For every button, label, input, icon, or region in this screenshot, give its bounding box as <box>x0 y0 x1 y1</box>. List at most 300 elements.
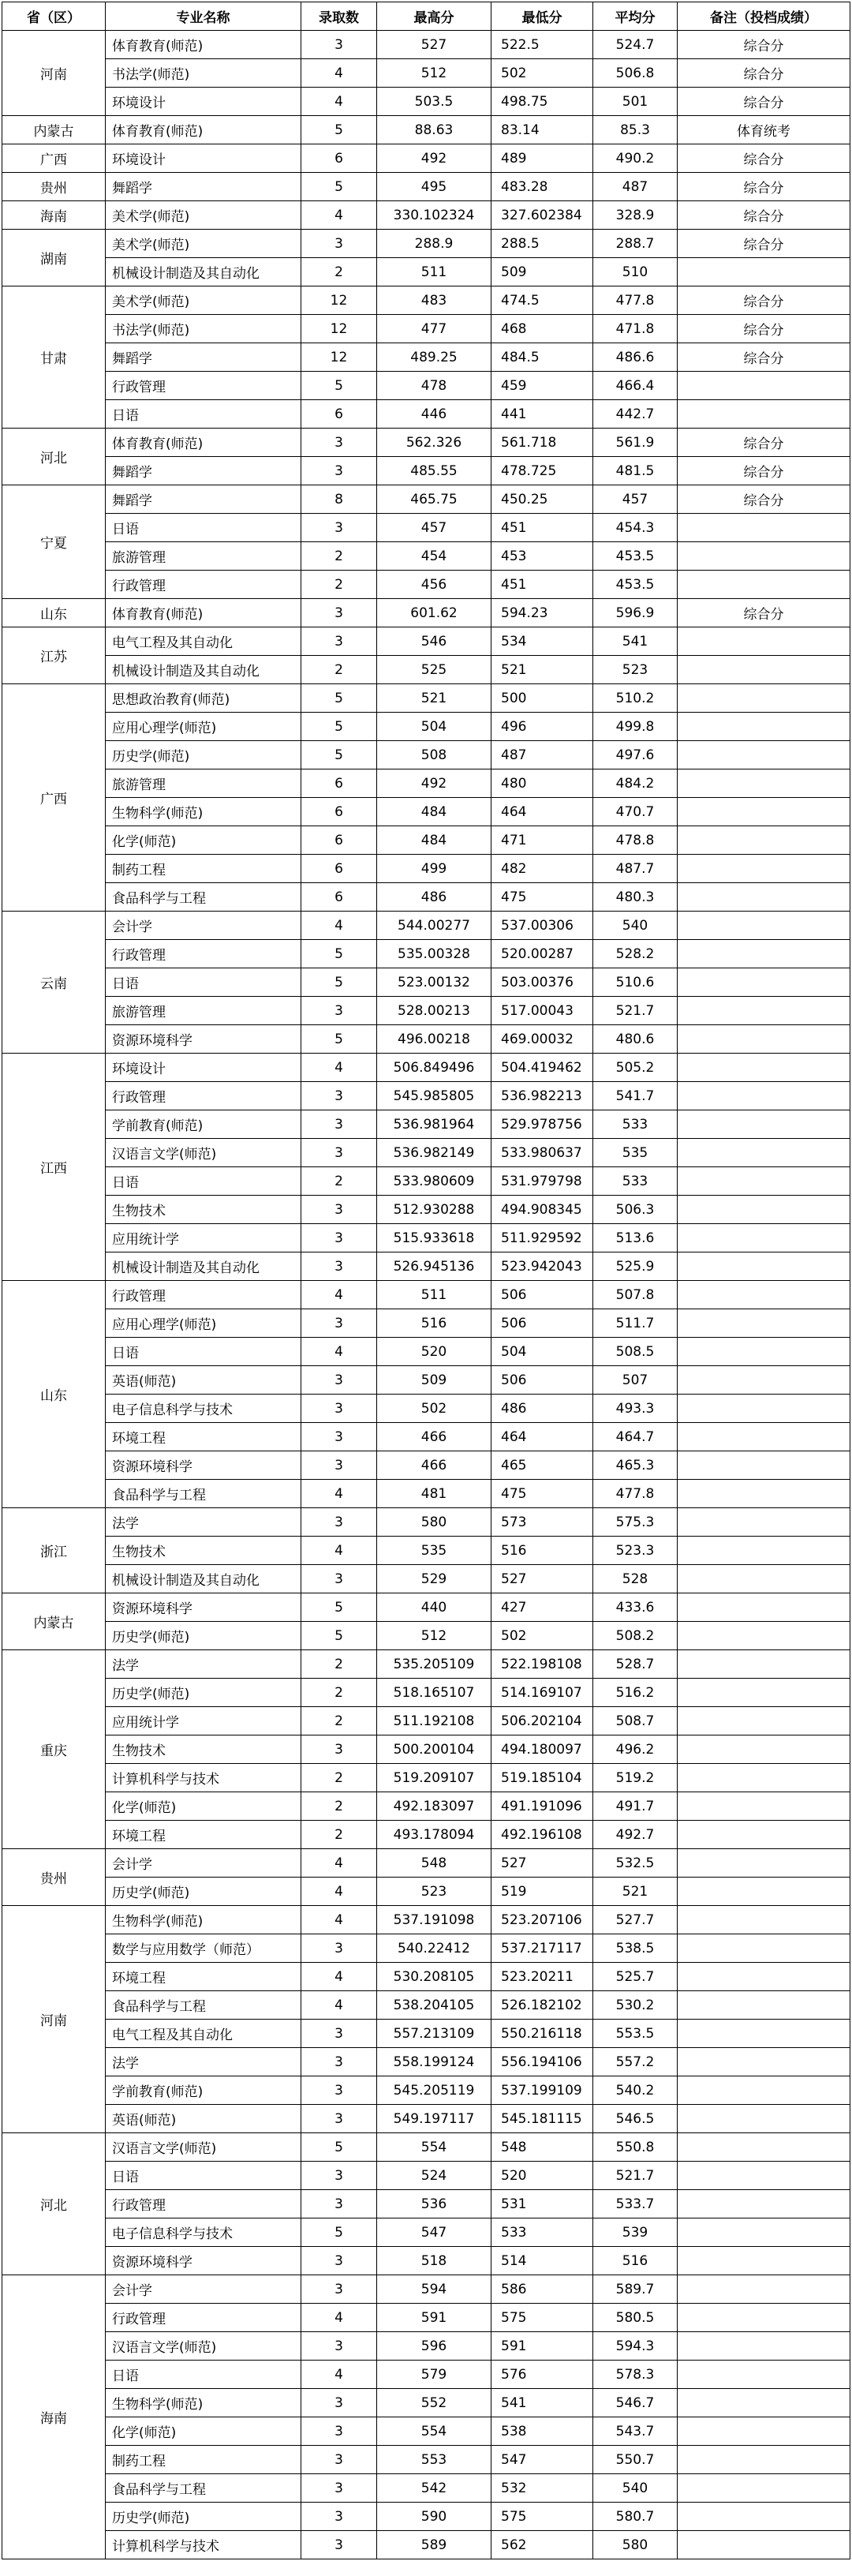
note-cell <box>678 1934 850 1963</box>
avg-score-cell: 507 <box>593 1366 678 1395</box>
count-cell: 2 <box>301 542 377 571</box>
note-cell <box>678 1451 850 1480</box>
avg-score-cell: 516.2 <box>593 1679 678 1707</box>
max-score-cell: 503.5 <box>377 88 491 116</box>
major-cell: 历史学(师范) <box>106 1622 301 1650</box>
min-score-cell: 526.182102 <box>491 1991 593 2020</box>
major-cell: 法学 <box>106 1508 301 1537</box>
min-score-cell: 483.28 <box>491 173 593 201</box>
avg-score-cell: 484.2 <box>593 769 678 798</box>
count-cell: 2 <box>301 258 377 286</box>
avg-score-cell: 508.2 <box>593 1622 678 1650</box>
count-cell: 3 <box>301 2247 377 2275</box>
count-cell: 4 <box>301 1991 377 2020</box>
major-cell: 会计学 <box>106 912 301 940</box>
table-row <box>2 826 850 855</box>
major-cell: 日语 <box>106 400 301 429</box>
major-cell: 化学(师范) <box>106 2417 301 2446</box>
note-cell <box>678 2389 850 2417</box>
min-score-cell: 514.169107 <box>491 1679 593 1707</box>
max-score-cell: 512 <box>377 59 491 88</box>
table-row <box>2 2076 850 2105</box>
avg-score-cell: 541.7 <box>593 1082 678 1110</box>
min-score-cell: 533 <box>491 2218 593 2247</box>
max-score-cell: 466 <box>377 1423 491 1451</box>
max-score-cell: 484 <box>377 798 491 826</box>
header-row <box>2 2 850 31</box>
table-row <box>2 144 850 173</box>
count-cell: 3 <box>301 2020 377 2048</box>
count-cell: 5 <box>301 1622 377 1650</box>
count-cell: 3 <box>301 514 377 542</box>
count-cell: 12 <box>301 286 377 315</box>
note-cell <box>678 2076 850 2105</box>
note-cell <box>678 741 850 769</box>
major-cell: 汉语言文学(师范) <box>106 2133 301 2162</box>
table-row <box>2 372 850 400</box>
avg-score-cell: 580 <box>593 2531 678 2559</box>
min-score-cell: 537.00306 <box>491 912 593 940</box>
table-row <box>2 1082 850 1110</box>
count-cell: 4 <box>301 1054 377 1082</box>
max-score-cell: 520 <box>377 1338 491 1366</box>
note-cell <box>678 1878 850 1906</box>
note-cell <box>678 1025 850 1054</box>
max-score-cell: 518 <box>377 2247 491 2275</box>
max-score-cell: 589 <box>377 2531 491 2559</box>
major-cell: 思想政治教育(师范) <box>106 684 301 713</box>
avg-score-cell: 480.6 <box>593 1025 678 1054</box>
note-cell <box>678 1082 850 1110</box>
note-cell <box>678 2503 850 2531</box>
min-score-cell: 531.979798 <box>491 1167 593 1196</box>
table-row <box>2 514 850 542</box>
min-score-cell: 527 <box>491 1849 593 1878</box>
table-row <box>2 1565 850 1593</box>
table-row <box>2 2190 850 2218</box>
table-row <box>2 1821 850 1849</box>
note-cell: 综合分 <box>678 485 850 514</box>
province-cell: 山东 <box>2 1281 106 1508</box>
min-score-cell: 427 <box>491 1593 593 1622</box>
major-cell: 美术学(师范) <box>106 286 301 315</box>
max-score-cell: 511.192108 <box>377 1707 491 1735</box>
max-score-cell: 540.22412 <box>377 1934 491 1963</box>
province-cell: 河南 <box>2 31 106 116</box>
count-cell: 5 <box>301 372 377 400</box>
max-score-cell: 542 <box>377 2474 491 2503</box>
major-cell: 应用统计学 <box>106 1224 301 1252</box>
min-score-cell: 474.5 <box>491 286 593 315</box>
avg-score-cell: 499.8 <box>593 713 678 741</box>
min-score-cell: 550.216118 <box>491 2020 593 2048</box>
note-cell: 综合分 <box>678 173 850 201</box>
table-row <box>2 1792 850 1821</box>
table-row <box>2 855 850 883</box>
major-cell: 应用心理学(师范) <box>106 713 301 741</box>
avg-score-cell: 523 <box>593 656 678 684</box>
major-cell: 电气工程及其自动化 <box>106 2020 301 2048</box>
avg-score-cell: 513.6 <box>593 1224 678 1252</box>
max-score-cell: 511 <box>377 258 491 286</box>
max-score-cell: 499 <box>377 855 491 883</box>
major-cell: 化学(师范) <box>106 1792 301 1821</box>
min-score-cell: 480 <box>491 769 593 798</box>
max-score-cell: 554 <box>377 2133 491 2162</box>
max-score-cell: 492 <box>377 769 491 798</box>
avg-score-cell: 505.2 <box>593 1054 678 1082</box>
note-cell: 综合分 <box>678 315 850 343</box>
min-score-cell: 469.00032 <box>491 1025 593 1054</box>
note-cell <box>678 855 850 883</box>
min-score-cell: 506 <box>491 1281 593 1309</box>
min-score-cell: 471 <box>491 826 593 855</box>
avg-score-cell: 453.5 <box>593 571 678 599</box>
count-cell: 4 <box>301 1906 377 1934</box>
count-cell: 3 <box>301 599 377 627</box>
avg-score-cell: 528.2 <box>593 940 678 968</box>
note-cell <box>678 1395 850 1423</box>
major-cell: 汉语言文学(师范) <box>106 1139 301 1167</box>
table-row <box>2 1252 850 1281</box>
table-row <box>2 258 850 286</box>
header-count: 录取数 <box>301 2 377 31</box>
avg-score-cell: 519.2 <box>593 1764 678 1792</box>
note-cell <box>678 1849 850 1878</box>
max-score-cell: 537.191098 <box>377 1906 491 1934</box>
table-row <box>2 1906 850 1934</box>
min-score-cell: 492.196108 <box>491 1821 593 1849</box>
note-cell <box>678 1508 850 1537</box>
note-cell <box>678 769 850 798</box>
table-row <box>2 968 850 997</box>
avg-score-cell: 477.8 <box>593 286 678 315</box>
major-cell: 汉语言文学(师范) <box>106 2332 301 2361</box>
table-row <box>2 400 850 429</box>
table-row <box>2 656 850 684</box>
note-cell <box>678 1110 850 1139</box>
major-cell: 环境工程 <box>106 1423 301 1451</box>
max-score-cell: 545.985805 <box>377 1082 491 1110</box>
avg-score-cell: 471.8 <box>593 315 678 343</box>
note-cell <box>678 1196 850 1224</box>
table-row <box>2 1366 850 1395</box>
count-cell: 3 <box>301 429 377 457</box>
table-row <box>2 2247 850 2275</box>
avg-score-cell: 589.7 <box>593 2275 678 2304</box>
count-cell: 5 <box>301 116 377 144</box>
count-cell: 6 <box>301 798 377 826</box>
count-cell: 8 <box>301 485 377 514</box>
table-row <box>2 2218 850 2247</box>
province-cell: 河北 <box>2 429 106 485</box>
avg-score-cell: 453.5 <box>593 542 678 571</box>
major-cell: 学前教育(师范) <box>106 1110 301 1139</box>
table-row <box>2 286 850 315</box>
note-cell <box>678 713 850 741</box>
major-cell: 计算机科学与技术 <box>106 1764 301 1792</box>
note-cell <box>678 1821 850 1849</box>
min-score-cell: 548 <box>491 2133 593 2162</box>
avg-score-cell: 486.6 <box>593 343 678 372</box>
min-score-cell: 450.25 <box>491 485 593 514</box>
note-cell <box>678 372 850 400</box>
avg-score-cell: 457 <box>593 485 678 514</box>
major-cell: 旅游管理 <box>106 997 301 1025</box>
major-cell: 机械设计制造及其自动化 <box>106 1565 301 1593</box>
major-cell: 舞蹈学 <box>106 343 301 372</box>
min-score-cell: 486 <box>491 1395 593 1423</box>
major-cell: 日语 <box>106 2162 301 2190</box>
avg-score-cell: 507.8 <box>593 1281 678 1309</box>
major-cell: 体育教育(师范) <box>106 429 301 457</box>
note-cell <box>678 2133 850 2162</box>
min-score-cell: 556.194106 <box>491 2048 593 2076</box>
max-score-cell: 478 <box>377 372 491 400</box>
count-cell: 3 <box>301 1196 377 1224</box>
province-cell: 云南 <box>2 912 106 1054</box>
avg-score-cell: 580.5 <box>593 2304 678 2332</box>
major-cell: 会计学 <box>106 2275 301 2304</box>
avg-score-cell: 506.8 <box>593 59 678 88</box>
max-score-cell: 545.205119 <box>377 2076 491 2105</box>
province-cell: 贵州 <box>2 173 106 201</box>
table-row <box>2 2275 850 2304</box>
min-score-cell: 475 <box>491 883 593 912</box>
count-cell: 6 <box>301 769 377 798</box>
count-cell: 3 <box>301 2162 377 2190</box>
note-cell <box>678 627 850 656</box>
avg-score-cell: 523.3 <box>593 1537 678 1565</box>
major-cell: 法学 <box>106 1650 301 1679</box>
count-cell: 4 <box>301 59 377 88</box>
table-row <box>2 1735 850 1764</box>
max-score-cell: 493.178094 <box>377 1821 491 1849</box>
max-score-cell: 524 <box>377 2162 491 2190</box>
note-cell: 综合分 <box>678 144 850 173</box>
province-cell: 河南 <box>2 1906 106 2133</box>
province-cell: 湖南 <box>2 230 106 286</box>
count-cell: 3 <box>301 31 377 59</box>
max-score-cell: 527 <box>377 31 491 59</box>
avg-score-cell: 511.7 <box>593 1309 678 1338</box>
table-row <box>2 2304 850 2332</box>
max-score-cell: 533.980609 <box>377 1167 491 1196</box>
count-cell: 3 <box>301 2417 377 2446</box>
table-row <box>2 1480 850 1508</box>
major-cell: 环境工程 <box>106 1821 301 1849</box>
count-cell: 3 <box>301 2048 377 2076</box>
min-score-cell: 523.207106 <box>491 1906 593 1934</box>
header-province: 省（区） <box>2 2 106 31</box>
avg-score-cell: 477.8 <box>593 1480 678 1508</box>
max-score-cell: 288.9 <box>377 230 491 258</box>
province-cell: 江苏 <box>2 627 106 684</box>
avg-score-cell: 480.3 <box>593 883 678 912</box>
avg-score-cell: 578.3 <box>593 2361 678 2389</box>
max-score-cell: 562.326 <box>377 429 491 457</box>
province-cell: 浙江 <box>2 1508 106 1593</box>
max-score-cell: 579 <box>377 2361 491 2389</box>
table-row <box>2 1054 850 1082</box>
major-cell: 应用心理学(师范) <box>106 1309 301 1338</box>
note-cell: 综合分 <box>678 286 850 315</box>
major-cell: 日语 <box>106 2361 301 2389</box>
note-cell <box>678 1252 850 1281</box>
count-cell: 3 <box>301 1139 377 1167</box>
min-score-cell: 536.982213 <box>491 1082 593 1110</box>
avg-score-cell: 492.7 <box>593 1821 678 1849</box>
avg-score-cell: 533 <box>593 1110 678 1139</box>
admission-scores-table <box>2 2 850 2559</box>
table-row <box>2 1281 850 1309</box>
table-row <box>2 457 850 485</box>
min-score-cell: 520 <box>491 2162 593 2190</box>
table-row <box>2 599 850 627</box>
note-cell <box>678 1423 850 1451</box>
avg-score-cell: 550.8 <box>593 2133 678 2162</box>
table-body <box>2 31 850 2559</box>
note-cell <box>678 2105 850 2133</box>
min-score-cell: 520.00287 <box>491 940 593 968</box>
max-score-cell: 502 <box>377 1395 491 1423</box>
avg-score-cell: 525.9 <box>593 1252 678 1281</box>
table-row <box>2 1110 850 1139</box>
count-cell: 3 <box>301 2474 377 2503</box>
note-cell <box>678 2020 850 2048</box>
major-cell: 体育教育(师范) <box>106 116 301 144</box>
table-row <box>2 1537 850 1565</box>
avg-score-cell: 493.3 <box>593 1395 678 1423</box>
max-score-cell: 596 <box>377 2332 491 2361</box>
major-cell: 生物科学(师范) <box>106 1906 301 1934</box>
min-score-cell: 576 <box>491 2361 593 2389</box>
max-score-cell: 549.197117 <box>377 2105 491 2133</box>
table-row <box>2 1395 850 1423</box>
max-score-cell: 547 <box>377 2218 491 2247</box>
max-score-cell: 492.183097 <box>377 1792 491 1821</box>
min-score-cell: 482 <box>491 855 593 883</box>
count-cell: 2 <box>301 1679 377 1707</box>
avg-score-cell: 538.5 <box>593 1934 678 1963</box>
note-cell <box>678 1792 850 1821</box>
table-row <box>2 230 850 258</box>
count-cell: 3 <box>301 1508 377 1537</box>
avg-score-cell: 580.7 <box>593 2503 678 2531</box>
count-cell: 3 <box>301 230 377 258</box>
max-score-cell: 521 <box>377 684 491 713</box>
count-cell: 3 <box>301 1224 377 1252</box>
major-cell: 学前教育(师范) <box>106 2076 301 2105</box>
avg-score-cell: 506.3 <box>593 1196 678 1224</box>
note-cell: 综合分 <box>678 31 850 59</box>
major-cell: 制药工程 <box>106 855 301 883</box>
major-cell: 法学 <box>106 2048 301 2076</box>
max-score-cell: 456 <box>377 571 491 599</box>
note-cell <box>678 1764 850 1792</box>
avg-score-cell: 466.4 <box>593 372 678 400</box>
major-cell: 电气工程及其自动化 <box>106 627 301 656</box>
min-score-cell: 451 <box>491 571 593 599</box>
note-cell <box>678 1991 850 2020</box>
avg-score-cell: 470.7 <box>593 798 678 826</box>
max-score-cell: 465.75 <box>377 485 491 514</box>
count-cell: 6 <box>301 883 377 912</box>
min-score-cell: 494.908345 <box>491 1196 593 1224</box>
table-row <box>2 940 850 968</box>
avg-score-cell: 541 <box>593 627 678 656</box>
min-score-cell: 506 <box>491 1366 593 1395</box>
major-cell: 历史学(师范) <box>106 741 301 769</box>
max-score-cell: 590 <box>377 2503 491 2531</box>
min-score-cell: 537.217117 <box>491 1934 593 1963</box>
province-cell: 河北 <box>2 2133 106 2275</box>
min-score-cell: 475 <box>491 1480 593 1508</box>
note-cell <box>678 1480 850 1508</box>
count-cell: 4 <box>301 912 377 940</box>
major-cell: 计算机科学与技术 <box>106 2531 301 2559</box>
major-cell: 行政管理 <box>106 2190 301 2218</box>
max-score-cell: 594 <box>377 2275 491 2304</box>
avg-score-cell: 533 <box>593 1167 678 1196</box>
note-cell <box>678 1167 850 1196</box>
min-score-cell: 523.20211 <box>491 1963 593 1991</box>
major-cell: 日语 <box>106 1338 301 1366</box>
count-cell: 5 <box>301 713 377 741</box>
avg-score-cell: 490.2 <box>593 144 678 173</box>
avg-score-cell: 516 <box>593 2247 678 2275</box>
note-cell <box>678 1139 850 1167</box>
max-score-cell: 523.00132 <box>377 968 491 997</box>
avg-score-cell: 481.5 <box>593 457 678 485</box>
max-score-cell: 484 <box>377 826 491 855</box>
min-score-cell: 478.725 <box>491 457 593 485</box>
max-score-cell: 504 <box>377 713 491 741</box>
avg-score-cell: 550.7 <box>593 2446 678 2474</box>
note-cell <box>678 1565 850 1593</box>
max-score-cell: 516 <box>377 1309 491 1338</box>
count-cell: 2 <box>301 571 377 599</box>
avg-score-cell: 596.9 <box>593 599 678 627</box>
table-row <box>2 1764 850 1792</box>
note-cell <box>678 2162 850 2190</box>
major-cell: 生物科学(师范) <box>106 798 301 826</box>
table-row <box>2 1025 850 1054</box>
min-score-cell: 531 <box>491 2190 593 2218</box>
note-cell <box>678 2304 850 2332</box>
count-cell: 4 <box>301 2304 377 2332</box>
note-cell <box>678 1906 850 1934</box>
min-score-cell: 533.980637 <box>491 1139 593 1167</box>
count-cell: 3 <box>301 1934 377 1963</box>
table-row <box>2 2105 850 2133</box>
max-score-cell: 486 <box>377 883 491 912</box>
avg-score-cell: 491.7 <box>593 1792 678 1821</box>
table-row <box>2 2531 850 2559</box>
major-cell: 舞蹈学 <box>106 485 301 514</box>
count-cell: 3 <box>301 1395 377 1423</box>
table-row <box>2 1224 850 1252</box>
count-cell: 3 <box>301 2503 377 2531</box>
major-cell: 食品科学与工程 <box>106 883 301 912</box>
count-cell: 4 <box>301 1338 377 1366</box>
major-cell: 历史学(师范) <box>106 2503 301 2531</box>
min-score-cell: 509 <box>491 258 593 286</box>
avg-score-cell: 594.3 <box>593 2332 678 2361</box>
min-score-cell: 83.14 <box>491 116 593 144</box>
header-avg: 平均分 <box>593 2 678 31</box>
min-score-cell: 459 <box>491 372 593 400</box>
